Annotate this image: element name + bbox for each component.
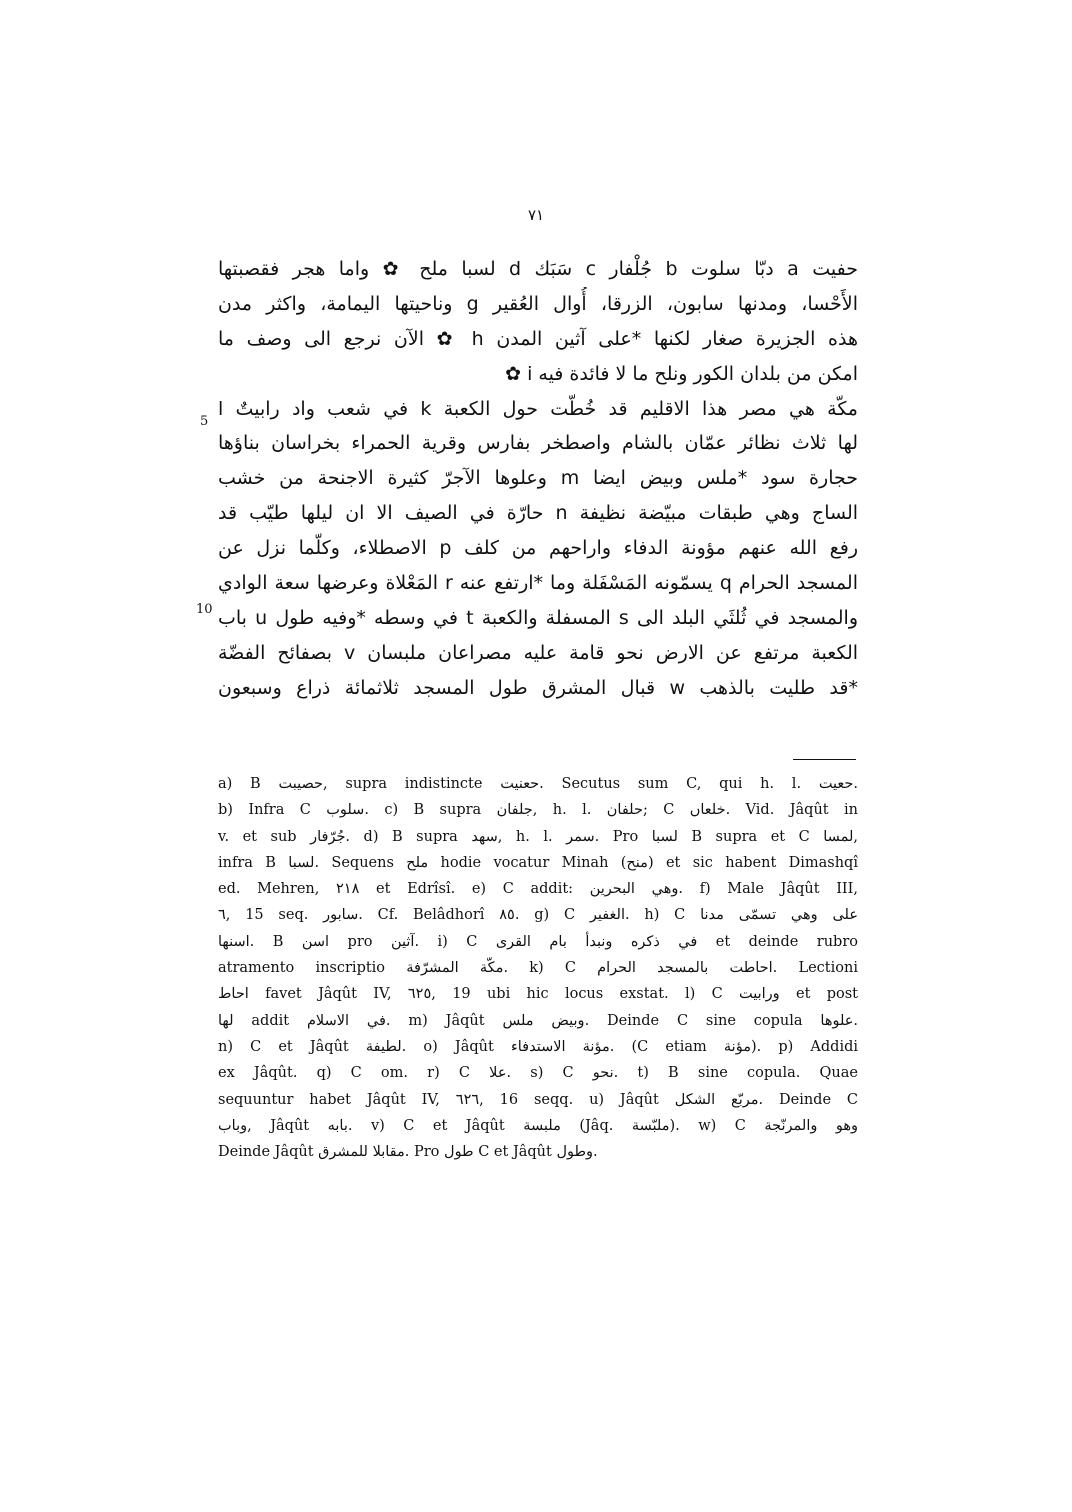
arabic-line: والمسجد في ثُلثَي البلد الى s المسفلة والكعبة t في وسطه *وفيه طول u باب — [218, 606, 858, 629]
arabic-line: حفيت a دبّا سلوت b جُلْفار c سَبَك d لسبا ملح ✿ واما هجر فقصبتها — [218, 258, 858, 280]
footnote-line: Deinde Jâqût مقابلا للمشرق. Pro طول C et Jâqût وطول. — [218, 1144, 598, 1161]
footnote-line: b) Infra C سلوب. c) B supra جلفان, h. l. حلفان; C خلعاں. Vid. Jâqût in — [218, 802, 858, 819]
arabic-line: هذه الجزيرة صغار لكنها *على آثين المدن h ✿ الآن نرجع الى وصف ما — [218, 327, 858, 350]
footnote-line: a) B حصيبت, supra indistincte حعنيت. Secutus sum C, qui h. l. حعيت. — [218, 776, 858, 792]
arabic-line: *قد طليت بالذهب w قبال المشرق طول المسجد ثلاثمائة ذراع وسبعون — [218, 676, 858, 699]
arabic-line: الكعبة مرتفع عن الارض نحو قامة عليه مصراعان ملبسان v بصفائح الفضّة — [218, 641, 858, 664]
arabic-line: لها ثلاث نظائر عمّان بالشام واصطخر بفارس وقرية الحمراء بخراسان بناؤها — [218, 432, 858, 455]
footnote-line: ex Jâqût. q) C om. r) C علا. s) C نحو. t) B sine copula. Quae — [218, 1065, 858, 1082]
footnote-line: وباب, Jâqût بابه. v) C et Jâqût ملبسة (Jâq. ملبّسة). w) C وهو والمرنّجة — [218, 1117, 858, 1134]
footnote-line: infra B لسبا. Sequens ملح hodie vocatur Minah (منح) et sic habent Dimashqî — [218, 854, 858, 871]
arabic-line: مكّة هي مصر هذا الاقليم قد خُطّت حول الكعبة k في شعب واد رابيتٌ l — [218, 397, 858, 420]
footnote-line: اسنها. B اسن pro آثين. i) C في ذكره ونبدأ بام القرى et deinde rubro — [218, 933, 858, 950]
footnote-line: ٦, 15 seq. سابور. Cf. Belâdhorî ٨٥. g) C الغفير. h) C على وهي تسمّى مدنا — [218, 907, 858, 924]
arabic-line: رفع الله عنهم مؤونة الدفاء واراحهم من كلف p الاصطلاء، وكلّما نزل عن — [218, 537, 858, 560]
line-number: 10 — [196, 602, 213, 617]
arabic-line: الأَحْسا، ومدنها سابون، الزرقا، أُوال العُقير g وناحيتها اليمامة، واكثر مدن — [218, 292, 858, 315]
arabic-line: امكن من بلدان الكور ونلح ما لا فائدة فيه i ✿ — [505, 362, 858, 385]
footnote-line: n) C et Jâqût لطيفة. o) Jâqût مؤنة الاستدفاء. (C etiam مؤنة). p) Addidi — [218, 1038, 858, 1055]
arabic-line: الساج وهي طبقات مبيّضة نظيفة n حارّة في الصيف الا ان ليلها طيّب قد — [218, 502, 858, 525]
footnotes-block — [218, 771, 858, 1165]
footnote-line: ed. Mehren, ٢١٨ et Edrîsî. e) C addit: وهي البحرين. f) Male Jâqût III, — [218, 881, 858, 898]
line-number: 5 — [200, 414, 209, 429]
arabic-line: حجارة سود *ملس وبيض ايضا m وعلوها الآجرّ كثيرة الاجنحة من خشب — [218, 467, 858, 490]
arabic-line: المسجد الحرام q يسمّونه المَسْفَلة وما *ارتفع عنه r المَعْلاة وعرضها سعة الوادي — [218, 572, 858, 595]
footnote-line: sequuntur habet Jâqût IV, ٦٢٦, 16 seqq. u) Jâqût مربّع الشكل. Deinde C — [218, 1091, 858, 1108]
footnote-line: atramento inscriptio مكّة المشرّفة. k) C احاطت بالمسجد الحرام. Lectioni — [218, 960, 858, 977]
footnote-line: v. et sub جُرّفار. d) B supra سهد, h. l. سمر. Pro لسبا B supra et C لمسا, — [218, 828, 858, 845]
page-number: ٧١ — [527, 206, 545, 224]
footnote-line: احاط favet Jâqût IV, ٦٢٥, 19 ubi hic locus exstat. l) C ورابيت et post — [218, 986, 858, 1003]
footnote-line: لها addit في الاسلام. m) Jâqût وبيض ملس. Deinde C sine copula علوها. — [218, 1012, 858, 1029]
arabic-text-block — [218, 252, 858, 706]
footnote-separator — [793, 759, 856, 760]
